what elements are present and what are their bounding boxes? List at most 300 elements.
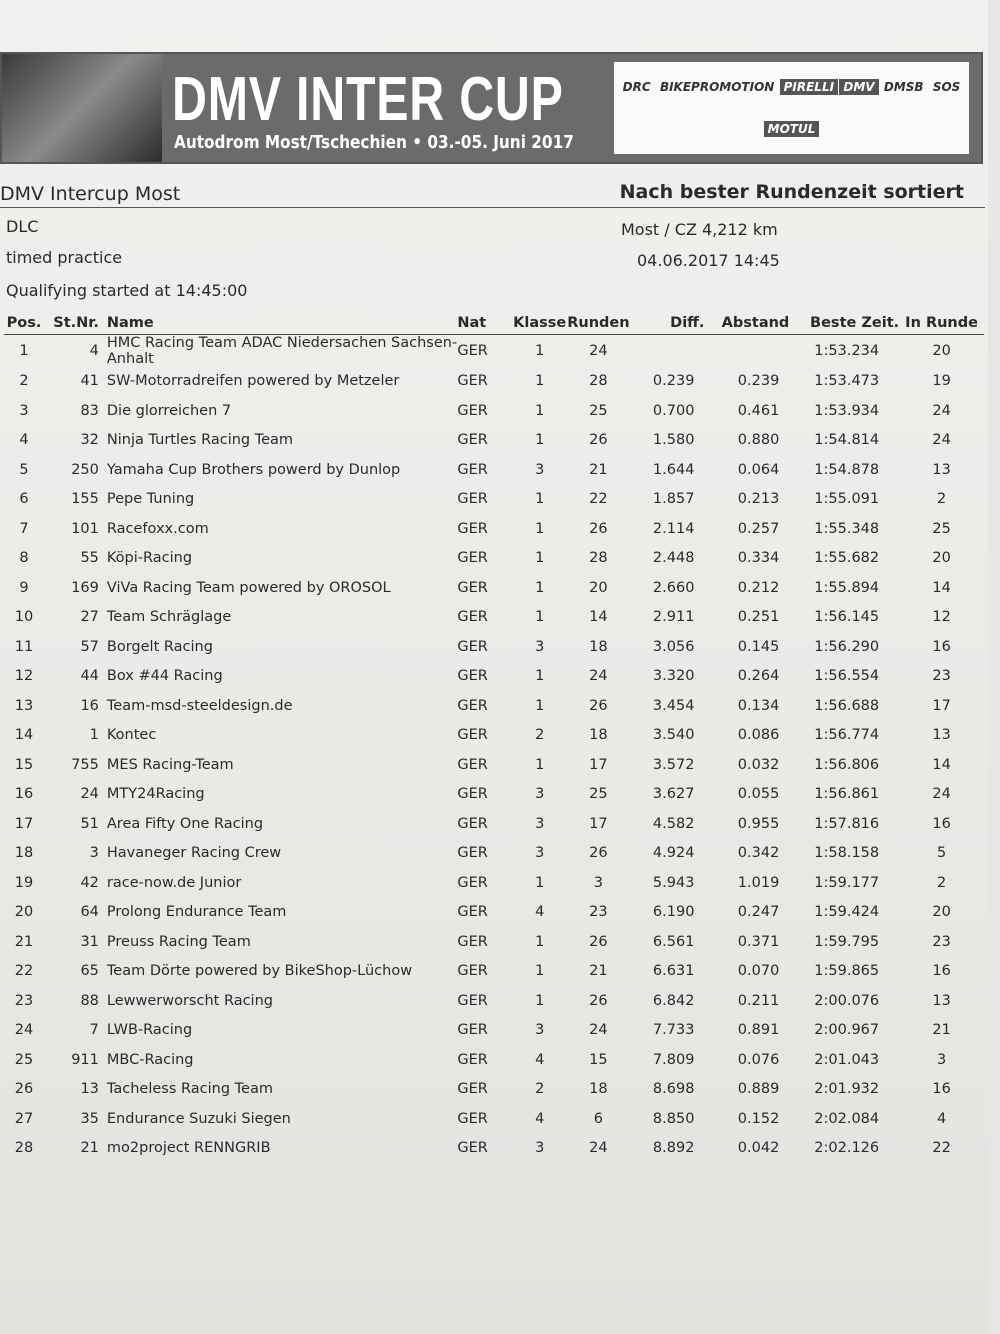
cell-best-time: 1:54.814 <box>814 432 880 449</box>
cell-best-time: 2:02.126 <box>814 1140 880 1157</box>
cell-team-name: HMC Racing Team ADAC Niedersachen Sachsen-Anhalt <box>106 334 458 367</box>
cell-class: 3 <box>535 1022 545 1039</box>
cell-best-lap: 16 <box>932 1081 951 1098</box>
cell-gap: 0.086 <box>737 727 780 744</box>
sponsor-logo: DRC <box>622 80 651 94</box>
cell-class: 2 <box>535 727 545 744</box>
cell-nat: GER <box>457 342 488 359</box>
col-header-laps: Runden <box>567 314 629 334</box>
cell-diff: 0.700 <box>652 402 695 419</box>
cell-gap: 0.461 <box>737 402 780 419</box>
cell-best-time: 2:01.932 <box>814 1081 880 1098</box>
cell-laps: 26 <box>589 992 608 1009</box>
cell-pos: 24 <box>14 1022 34 1039</box>
cell-class: 3 <box>535 845 545 862</box>
cell-best-time: 2:02.084 <box>814 1110 880 1127</box>
cell-best-time: 1:56.688 <box>814 697 880 714</box>
cell-best-time: 1:56.554 <box>814 668 880 685</box>
cell-best-lap: 24 <box>932 786 951 803</box>
cell-laps: 26 <box>589 697 608 714</box>
cell-gap: 0.042 <box>737 1140 780 1157</box>
cell-pos: 8 <box>19 550 29 567</box>
cell-team-name: Tacheless Racing Team <box>106 1081 273 1098</box>
cell-start-number: 57 <box>80 638 99 655</box>
table-row <box>4 780 984 810</box>
col-header-pos: Pos. <box>4 314 44 334</box>
cell-team-name: Box #44 Racing <box>106 668 223 685</box>
table-row <box>4 1134 984 1164</box>
cell-class: 4 <box>535 1110 545 1127</box>
cell-pos: 9 <box>19 579 29 596</box>
col-header-nat: Nat <box>457 314 512 334</box>
table-row <box>4 426 984 456</box>
cell-best-lap: 16 <box>932 963 951 980</box>
cell-diff: 3.454 <box>652 697 695 714</box>
table-row <box>4 544 984 574</box>
table-row <box>4 367 984 397</box>
table-row <box>4 573 984 603</box>
cell-laps: 26 <box>589 845 608 862</box>
cell-pos: 26 <box>14 1081 34 1098</box>
cell-best-lap: 12 <box>932 609 951 626</box>
cell-best-time: 1:53.473 <box>814 373 880 390</box>
cell-diff: 6.631 <box>652 963 695 980</box>
cell-laps: 22 <box>589 491 608 508</box>
cell-start-number: 3 <box>89 845 99 862</box>
table-row <box>4 455 984 485</box>
cell-best-lap: 14 <box>932 756 951 773</box>
cell-laps: 24 <box>589 342 608 359</box>
cell-class: 1 <box>535 697 545 714</box>
cell-class: 2 <box>535 1081 545 1098</box>
cell-team-name: LWB-Racing <box>106 1022 193 1039</box>
cell-best-lap: 3 <box>936 1051 947 1068</box>
start-time: Qualifying started at 14:45:00 <box>6 281 248 300</box>
cell-start-number: 21 <box>80 1140 99 1157</box>
sponsor-logo: BIKEPROMOTION <box>659 80 775 94</box>
table-row <box>4 691 984 721</box>
cell-pos: 7 <box>19 520 29 537</box>
cell-laps: 25 <box>589 786 608 803</box>
cell-pos: 2 <box>19 373 29 390</box>
cell-best-lap: 13 <box>932 727 951 744</box>
cell-laps: 25 <box>589 402 608 419</box>
cell-gap: 0.032 <box>737 756 780 773</box>
sponsor-logo: SOS <box>932 80 961 94</box>
table-row <box>4 485 984 515</box>
cell-team-name: Prolong Endurance Team <box>106 904 287 921</box>
cell-diff: 2.911 <box>652 609 695 626</box>
cell-team-name: Endurance Suzuki Siegen <box>106 1110 291 1127</box>
cell-team-name: race-now.de Junior <box>106 874 242 891</box>
cell-best-lap: 16 <box>932 638 951 655</box>
cell-nat: GER <box>457 432 488 449</box>
cell-pos: 18 <box>14 845 34 862</box>
cell-nat: GER <box>457 727 488 744</box>
cell-pos: 10 <box>14 609 34 626</box>
cell-best-time: 1:56.861 <box>814 786 880 803</box>
sponsor-logo: PIRELLI <box>780 79 838 95</box>
cell-start-number: 83 <box>80 402 99 419</box>
cell-nat: GER <box>457 815 488 832</box>
cell-pos: 12 <box>14 668 34 685</box>
cell-diff: 6.842 <box>652 992 695 1009</box>
cell-team-name: Havaneger Racing Crew <box>106 845 282 862</box>
cell-diff: 0.239 <box>652 373 695 390</box>
cell-best-time: 1:53.234 <box>814 342 880 359</box>
cell-gap: 0.055 <box>737 786 780 803</box>
sort-note: Nach bester Rundenzeit sortiert <box>619 181 964 203</box>
cell-class: 4 <box>535 1051 545 1068</box>
cell-team-name: Team Dörte powered by BikeShop-Lüchow <box>106 963 413 980</box>
cell-diff: 2.660 <box>652 579 695 596</box>
cell-nat: GER <box>457 550 488 567</box>
cell-pos: 25 <box>14 1051 34 1068</box>
cell-start-number: 13 <box>80 1081 99 1098</box>
cell-nat: GER <box>457 845 488 862</box>
cell-pos: 19 <box>14 874 34 891</box>
cell-best-lap: 21 <box>932 1022 951 1039</box>
cell-nat: GER <box>457 461 488 478</box>
cell-best-lap: 5 <box>936 845 947 862</box>
cell-pos: 23 <box>14 992 34 1009</box>
cell-diff: 3.320 <box>652 668 695 685</box>
cell-class: 3 <box>535 638 545 655</box>
cell-start-number: 155 <box>71 491 99 508</box>
cell-nat: GER <box>457 638 488 655</box>
cell-best-time: 1:59.795 <box>814 933 880 950</box>
cell-nat: GER <box>457 1022 488 1039</box>
cell-class: 1 <box>535 342 545 359</box>
track-info: Most / CZ 4,212 km <box>621 220 778 239</box>
cell-best-time: 1:56.774 <box>814 727 880 744</box>
cell-class: 1 <box>535 668 545 685</box>
cell-pos: 28 <box>14 1140 34 1157</box>
cell-best-time: 1:59.424 <box>814 904 880 921</box>
cell-team-name: MTY24Racing <box>106 786 205 803</box>
cell-team-name: MBC-Racing <box>106 1051 194 1068</box>
cell-best-lap: 20 <box>932 342 951 359</box>
cell-diff: 8.892 <box>652 1140 695 1157</box>
table-row <box>4 898 984 928</box>
sponsor-logo: DMV <box>839 79 878 95</box>
cell-nat: GER <box>457 756 488 773</box>
cell-pos: 5 <box>19 461 29 478</box>
cell-team-name: MES Racing-Team <box>106 756 234 773</box>
cell-best-lap: 4 <box>936 1110 947 1127</box>
cell-best-time: 1:58.158 <box>814 845 880 862</box>
cell-start-number: 51 <box>80 815 99 832</box>
cell-team-name: Köpi-Racing <box>106 550 193 567</box>
cell-diff: 3.627 <box>652 786 695 803</box>
cell-best-lap: 13 <box>932 992 951 1009</box>
cell-gap: 0.145 <box>737 638 780 655</box>
cell-pos: 17 <box>14 815 34 832</box>
cell-nat: GER <box>457 668 488 685</box>
cell-nat: GER <box>457 904 488 921</box>
cell-pos: 14 <box>14 727 34 744</box>
table-row <box>4 334 984 367</box>
cell-best-time: 1:56.290 <box>814 638 880 655</box>
cell-team-name: Preuss Racing Team <box>106 933 251 950</box>
cell-laps: 17 <box>589 756 608 773</box>
cell-class: 1 <box>535 874 545 891</box>
cell-diff: 3.540 <box>652 727 695 744</box>
cell-diff: 2.448 <box>652 550 695 567</box>
table-row <box>4 1016 984 1046</box>
cell-start-number: 755 <box>71 756 99 773</box>
cell-nat: GER <box>457 402 488 419</box>
cell-best-time: 1:54.878 <box>814 461 880 478</box>
table-row <box>4 1104 984 1134</box>
cell-best-time: 1:53.934 <box>814 402 880 419</box>
cell-gap: 0.247 <box>737 904 780 921</box>
cell-laps: 6 <box>593 1110 604 1127</box>
cell-best-time: 1:55.894 <box>814 579 880 596</box>
cell-pos: 1 <box>19 342 29 359</box>
cell-best-lap: 23 <box>932 668 951 685</box>
cell-best-lap: 24 <box>932 402 951 419</box>
cell-class: 1 <box>535 756 545 773</box>
cell-nat: GER <box>457 933 488 950</box>
cell-start-number: 24 <box>80 786 99 803</box>
table-row <box>4 632 984 662</box>
cell-gap: 0.371 <box>737 933 780 950</box>
cell-pos: 3 <box>19 402 29 419</box>
cell-best-time: 1:55.091 <box>814 491 880 508</box>
class-label: DLC <box>6 217 39 236</box>
table-row <box>4 868 984 898</box>
cell-best-time: 1:57.816 <box>814 815 880 832</box>
event-subtitle: Autodrom Most/Tschechien • 03.-05. Juni 2017 <box>174 132 574 153</box>
cell-start-number: 169 <box>71 579 99 596</box>
cell-pos: 4 <box>19 432 29 449</box>
cell-start-number: 35 <box>80 1110 99 1127</box>
cell-team-name: Racefoxx.com <box>106 520 209 537</box>
cell-gap: 0.891 <box>737 1022 780 1039</box>
cell-team-name: Area Fifty One Racing <box>106 815 264 832</box>
cell-nat: GER <box>457 963 488 980</box>
cell-gap: 0.070 <box>737 963 780 980</box>
cell-class: 1 <box>535 373 545 390</box>
cell-diff: 8.850 <box>652 1110 695 1127</box>
cell-team-name: Borgelt Racing <box>106 638 213 655</box>
cell-gap: 0.889 <box>737 1081 780 1098</box>
cell-gap: 0.334 <box>737 550 780 567</box>
cell-laps: 23 <box>589 904 608 921</box>
cell-gap: 0.213 <box>737 491 780 508</box>
cell-laps: 26 <box>589 432 608 449</box>
cell-laps: 28 <box>589 373 608 390</box>
cell-team-name: Die glorreichen 7 <box>106 402 232 419</box>
table-row <box>4 750 984 780</box>
table-row <box>4 396 984 426</box>
col-header-diff: Diff. <box>630 314 705 334</box>
cell-diff: 6.561 <box>652 933 695 950</box>
sponsor-logo: MOTUL <box>764 121 820 137</box>
cell-team-name: Pepe Tuning <box>106 491 195 508</box>
cell-laps: 18 <box>589 1081 608 1098</box>
cell-pos: 27 <box>14 1110 34 1127</box>
cell-nat: GER <box>457 1051 488 1068</box>
cell-diff: 7.733 <box>652 1022 695 1039</box>
cell-class: 1 <box>535 491 545 508</box>
cell-laps: 24 <box>589 1022 608 1039</box>
cell-gap: 0.264 <box>737 668 780 685</box>
table-row <box>4 839 984 869</box>
cell-diff: 7.809 <box>652 1051 695 1068</box>
table-row <box>4 809 984 839</box>
cell-laps: 14 <box>589 609 608 626</box>
cell-nat: GER <box>457 1110 488 1127</box>
cell-nat: GER <box>457 609 488 626</box>
cell-team-name: Lewwerworscht Racing <box>106 992 273 1009</box>
cell-gap: 0.239 <box>737 373 780 390</box>
cell-class: 3 <box>535 461 545 478</box>
cell-start-number: 44 <box>80 668 99 685</box>
cell-class: 1 <box>535 550 545 567</box>
col-header-team-name: Name <box>99 314 458 334</box>
cell-start-number: 64 <box>80 904 99 921</box>
cell-class: 4 <box>535 904 545 921</box>
cell-start-number: 88 <box>80 992 99 1009</box>
cell-class: 1 <box>535 402 545 419</box>
session-date: 04.06.2017 14:45 <box>637 251 780 270</box>
sponsor-logos <box>614 62 969 154</box>
cell-gap: 0.880 <box>737 432 780 449</box>
cell-best-lap: 16 <box>932 815 951 832</box>
cell-pos: 16 <box>14 786 34 803</box>
results-table <box>4 314 984 1163</box>
col-header-best-time: Beste Zeit. <box>789 314 899 334</box>
table-row <box>4 514 984 544</box>
cell-pos: 20 <box>14 904 34 921</box>
cell-class: 1 <box>535 579 545 596</box>
cell-nat: GER <box>457 579 488 596</box>
session-label: timed practice <box>6 248 123 267</box>
cell-start-number: 1 <box>89 727 99 744</box>
cell-best-time: 2:00.967 <box>814 1022 880 1039</box>
cell-pos: 15 <box>14 756 34 773</box>
cell-best-time: 1:55.682 <box>814 550 880 567</box>
cell-nat: GER <box>457 491 488 508</box>
table-row <box>4 986 984 1016</box>
cell-class: 1 <box>535 520 545 537</box>
cell-gap: 0.064 <box>737 461 780 478</box>
cell-class: 1 <box>535 963 545 980</box>
cell-start-number: 41 <box>80 373 99 390</box>
table-row <box>4 662 984 692</box>
cell-start-number: 101 <box>71 520 99 537</box>
cell-nat: GER <box>457 992 488 1009</box>
cell-best-time: 1:55.348 <box>814 520 880 537</box>
cell-gap: 0.134 <box>737 697 780 714</box>
cell-gap <box>704 334 789 367</box>
cell-team-name: Yamaha Cup Brothers powerd by Dunlop <box>106 461 401 478</box>
cell-gap: 0.152 <box>737 1110 780 1127</box>
cell-laps: 24 <box>589 1140 608 1157</box>
divider <box>0 207 985 208</box>
cell-diff: 8.698 <box>652 1081 695 1098</box>
cell-diff: 5.943 <box>652 874 695 891</box>
cell-diff: 3.056 <box>652 638 695 655</box>
rider-photo <box>2 54 162 162</box>
cell-best-lap: 25 <box>932 520 951 537</box>
cell-class: 1 <box>535 609 545 626</box>
cell-best-lap: 2 <box>936 874 947 891</box>
cell-team-name: Team Schräglage <box>106 609 232 626</box>
cell-best-lap: 24 <box>932 432 951 449</box>
cell-nat: GER <box>457 786 488 803</box>
cell-gap: 0.251 <box>737 609 780 626</box>
event-banner <box>0 52 983 164</box>
cell-best-lap: 20 <box>932 550 951 567</box>
col-header-class: Klasse <box>512 314 567 334</box>
event-name: DMV Intercup Most <box>0 183 181 205</box>
cell-best-lap: 13 <box>932 461 951 478</box>
cell-laps: 26 <box>589 933 608 950</box>
cell-laps: 24 <box>589 668 608 685</box>
cell-class: 1 <box>535 992 545 1009</box>
cell-diff: 3.572 <box>652 756 695 773</box>
cell-pos: 21 <box>14 933 34 950</box>
cell-best-time: 2:00.076 <box>814 992 880 1009</box>
table-row <box>4 1075 984 1105</box>
cell-team-name: Kontec <box>106 727 157 744</box>
cell-gap: 0.257 <box>737 520 780 537</box>
cell-start-number: 55 <box>80 550 99 567</box>
cell-best-time: 2:01.043 <box>814 1051 880 1068</box>
cell-best-lap: 17 <box>932 697 951 714</box>
cell-best-time: 1:59.177 <box>814 874 880 891</box>
cell-start-number: 250 <box>71 461 99 478</box>
cell-best-lap: 2 <box>936 491 947 508</box>
cell-laps: 20 <box>589 579 608 596</box>
cell-nat: GER <box>457 520 488 537</box>
cell-start-number: 65 <box>80 963 99 980</box>
cell-laps: 18 <box>589 638 608 655</box>
cell-laps: 17 <box>589 815 608 832</box>
table-row <box>4 721 984 751</box>
cell-best-time: 1:56.145 <box>814 609 880 626</box>
cell-team-name: Team-msd-steeldesign.de <box>106 697 293 714</box>
cell-gap: 1.019 <box>737 874 780 891</box>
cell-laps: 18 <box>589 727 608 744</box>
cell-laps: 26 <box>589 520 608 537</box>
cell-best-lap: 20 <box>932 904 951 921</box>
cell-diff: 4.924 <box>652 845 695 862</box>
cell-class: 3 <box>535 786 545 803</box>
cell-pos: 6 <box>19 491 29 508</box>
cell-start-number: 4 <box>89 342 99 359</box>
table-row <box>4 1045 984 1075</box>
cell-diff: 2.114 <box>652 520 695 537</box>
cell-gap: 0.342 <box>737 845 780 862</box>
cell-nat: GER <box>457 874 488 891</box>
cell-start-number: 16 <box>80 697 99 714</box>
cell-best-time: 1:56.806 <box>814 756 880 773</box>
cell-pos: 22 <box>14 963 34 980</box>
table-header <box>4 314 984 334</box>
col-header-best-lap: In Runde <box>899 314 984 334</box>
cell-laps: 21 <box>589 963 608 980</box>
cell-team-name: ViVa Racing Team powered by OROSOL <box>106 579 391 596</box>
sponsor-logo: DMSB <box>883 80 924 94</box>
cell-gap: 0.955 <box>737 815 780 832</box>
cell-best-lap: 22 <box>932 1140 951 1157</box>
col-header-start-number: St.Nr. <box>44 314 99 334</box>
cell-laps: 21 <box>589 461 608 478</box>
